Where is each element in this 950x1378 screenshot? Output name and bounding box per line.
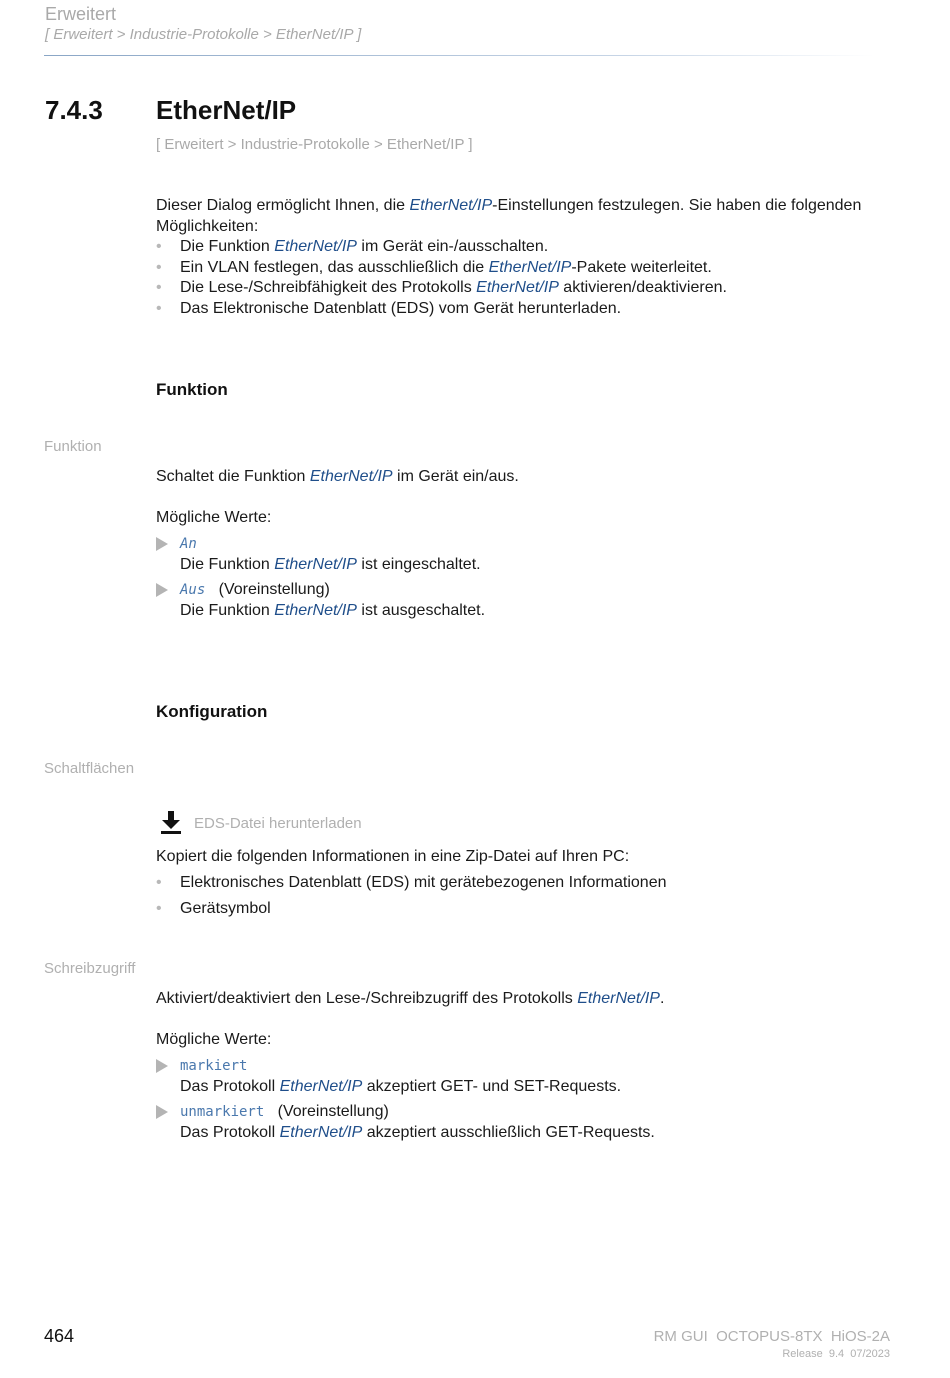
funktion-desc: Schaltet die Funktion EtherNet/IP im Gerät ein/aus. (156, 468, 519, 485)
list-item: • Das Elektronische Datenblatt (EDS) vom Gerät herunterladen. (156, 299, 896, 320)
list-item: • Die Funktion EtherNet/IP im Gerät ein-/ausschalten. (156, 237, 896, 258)
eds-download-button[interactable] (160, 810, 182, 834)
buttons-margin-label: Schaltflächen (44, 760, 135, 777)
intro-block (156, 196, 896, 319)
footer-release: Release 9.4 07/2023 (782, 1348, 890, 1360)
option-item: An Die Funktion EtherNet/IP ist eingeschaltet. (156, 534, 896, 575)
konfiguration-heading: Konfiguration (156, 702, 268, 721)
triangle-bullet-icon (156, 1105, 168, 1119)
option-item: unmarkiert (Voreinstellung) Das Protokoll EtherNet/IP akzeptiert ausschließlich GET-Requests. (156, 1102, 896, 1143)
option-value: markiert (180, 1058, 248, 1074)
funktion-heading: Funktion (156, 380, 228, 399)
header-divider (44, 55, 874, 56)
write-access-margin-label: Schreibzugriff (44, 960, 136, 977)
bullet-icon: • (156, 279, 162, 296)
triangle-bullet-icon (156, 1059, 168, 1073)
option-item: markiert Das Protokoll EtherNet/IP akzeptiert GET- und SET-Requests. (156, 1056, 896, 1097)
write-values-label: Mögliche Werte: (156, 1031, 272, 1048)
section-title: EtherNet/IP (156, 95, 297, 125)
list-item: • Ein VLAN festlegen, das ausschließlich die EtherNet/IP-Pakete weiterleitet. (156, 258, 896, 279)
funktion-values-label: Mögliche Werte: (156, 509, 272, 526)
download-icon (160, 810, 182, 834)
option-value: Aus (180, 582, 206, 598)
option-default-note: (Voreinstellung) (277, 1103, 389, 1120)
triangle-bullet-icon (156, 537, 168, 551)
list-item: • Die Lese-/Schreibfähigkeit des Protokolls EtherNet/IP aktivieren/deaktivieren. (156, 278, 896, 299)
triangle-bullet-icon (156, 583, 168, 597)
section-number: 7.4.3 (45, 95, 103, 125)
bullet-icon: • (156, 238, 162, 255)
write-access-desc: Aktiviert/deaktiviert den Lese-/Schreibzugriff des Protokolls EtherNet/IP. (156, 990, 665, 1007)
list-item: • Gerätsymbol (156, 899, 896, 920)
running-header-title: Erweitert (45, 4, 117, 24)
option-default-note: (Voreinstellung) (218, 581, 330, 598)
term-link: EtherNet/IP (409, 197, 493, 214)
option-value: unmarkiert (180, 1104, 265, 1120)
list-item: • Elektronisches Datenblatt (EDS) mit gerätebezogenen Informationen (156, 873, 896, 894)
footer-doc-title: RM GUI OCTOPUS-8TX HiOS-2A (653, 1328, 890, 1345)
intro-paragraph: Dieser Dialog ermöglicht Ihnen, die EtherNet/IP-Einstellungen festzulegen. Sie haben die folgenden Möglichkeiten: (156, 197, 862, 235)
running-header-breadcrumb: [ Erweitert > Industrie-Protokolle > EtherNet/IP ] (45, 26, 362, 43)
option-value: An (180, 536, 197, 552)
bullet-icon: • (156, 299, 162, 317)
download-list (156, 873, 896, 919)
download-desc: Kopiert die folgenden Informationen in eine Zip-Datei auf Ihren PC: (156, 848, 630, 865)
option-item: Aus (Voreinstellung) Die Funktion EtherNet/IP ist ausgeschaltet. (156, 580, 896, 621)
funktion-margin-label: Funktion (44, 438, 102, 455)
funktion-options (156, 534, 896, 621)
bullet-icon: • (156, 258, 162, 276)
bullet-icon: • (156, 899, 162, 917)
write-options (156, 1056, 896, 1143)
section-breadcrumb: [ Erweitert > Industrie-Protokolle > EtherNet/IP ] (156, 136, 473, 153)
page-number: 464 (44, 1326, 75, 1346)
bullet-icon: • (156, 874, 162, 891)
eds-download-label[interactable]: EDS-Datei herunterladen (194, 815, 362, 832)
